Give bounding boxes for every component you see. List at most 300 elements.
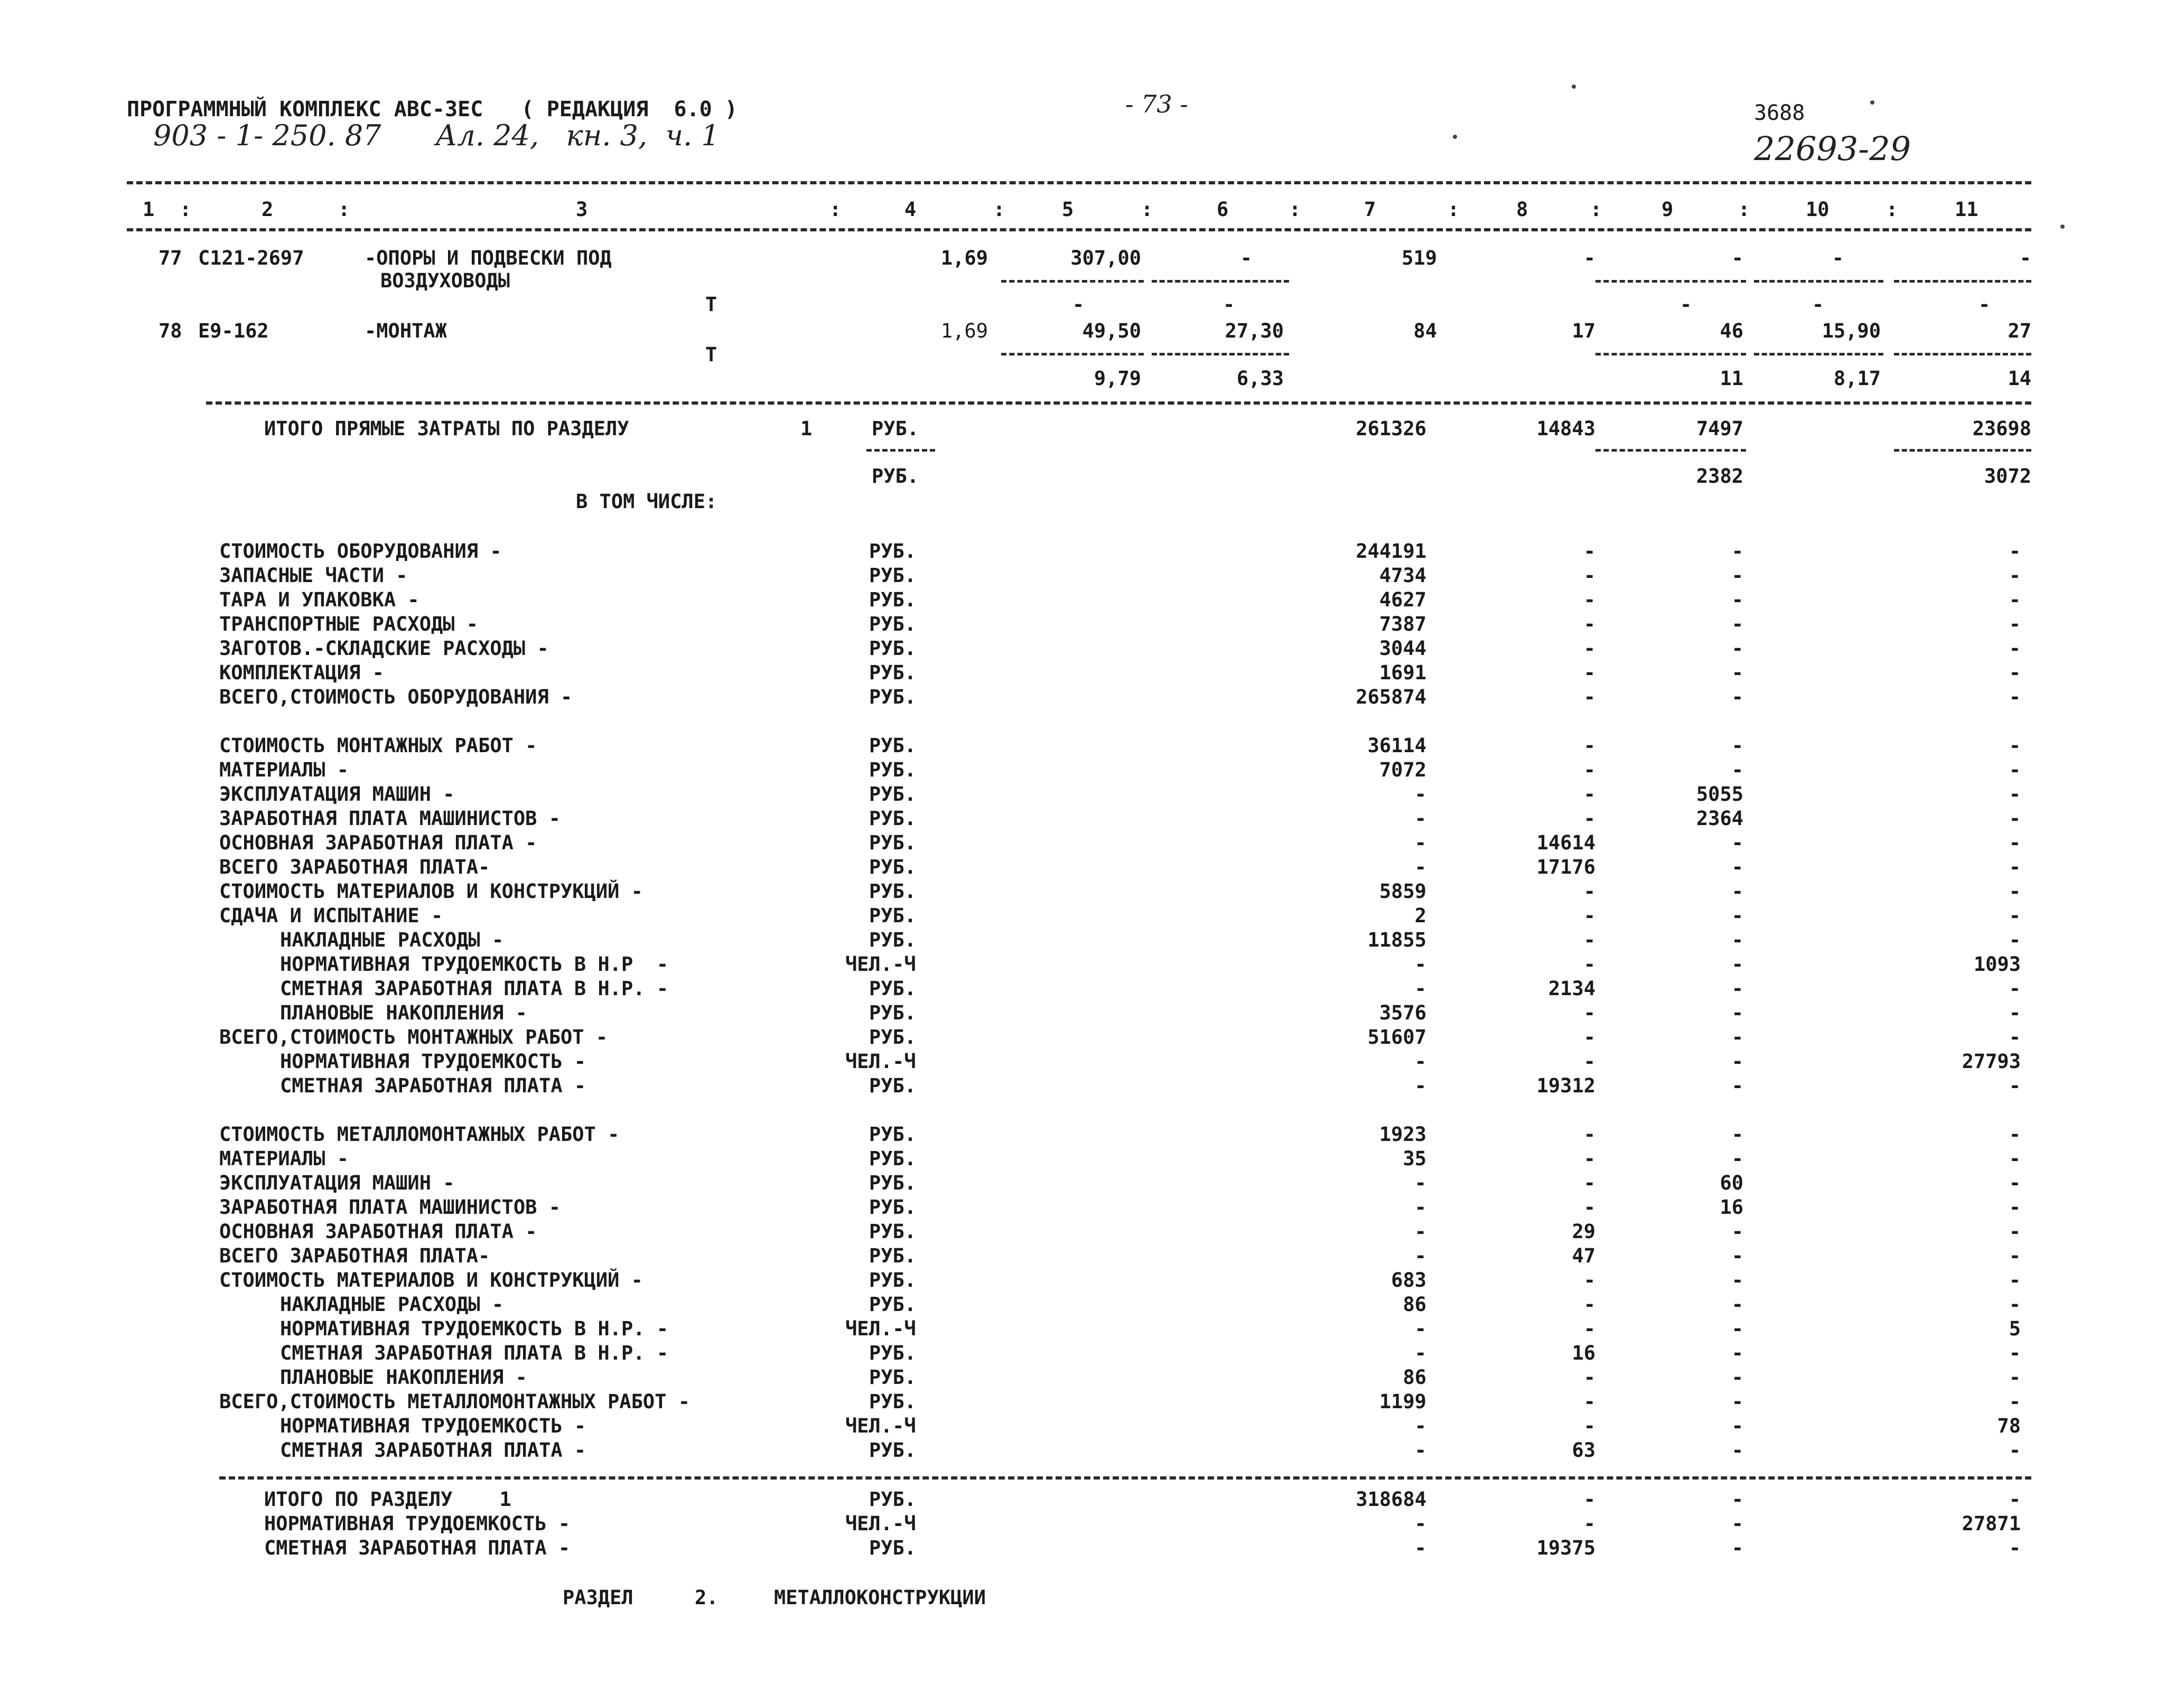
table-row (0, 1269, 2184, 1292)
t-c5: - (1072, 293, 1085, 316)
row-c8: - (1583, 1390, 1595, 1413)
row-c7: 244191 (1356, 540, 1426, 563)
row-c9: - (1731, 661, 1743, 684)
row-c9: - (1731, 613, 1743, 635)
row-label: ОСНОВНАЯ ЗАРАБОТНАЯ ПЛАТА - (219, 1220, 537, 1243)
row-c7: 683 (1391, 1269, 1426, 1291)
row-label: ЗАРАБОТНАЯ ПЛАТА МАШИНИСТОВ - (219, 807, 561, 830)
totals-c9: - (1731, 1537, 1743, 1559)
row-c11: - (2009, 1196, 2021, 1219)
row-c7: - (1414, 807, 1426, 830)
row-label: СМЕТНАЯ ЗАРАБОТНАЯ ПЛАТА В Н.Р. - (280, 1342, 669, 1364)
row-c8: - (1583, 734, 1595, 757)
row-c7: - (1414, 1439, 1426, 1462)
row-unit: РУБ. (869, 783, 917, 806)
table-row (0, 540, 2184, 563)
row-rule (1894, 280, 2031, 283)
totals-unit: РУБ. (869, 1537, 917, 1559)
row-c9: - (1731, 1147, 1743, 1170)
row-c9: - (1731, 540, 1743, 563)
summary-c11: 23698 (1972, 417, 2031, 440)
row-c7: - (1414, 1244, 1426, 1267)
row-c11: - (2009, 1123, 2021, 1146)
row-c11: - (2009, 1366, 2021, 1389)
totals-c9: - (1731, 1488, 1743, 1511)
row-label: НОРМАТИВНАЯ ТРУДОЕМКОСТЬ В Н.Р. - (280, 1317, 669, 1340)
scan-speck (2060, 224, 2065, 229)
col-header-4: 4 (904, 198, 917, 221)
row-label: СМЕТНАЯ ЗАРАБОТНАЯ ПЛАТА В Н.Р. - (280, 977, 669, 1000)
row-c7: 35 (1403, 1147, 1426, 1170)
row-unit: РУБ. (869, 588, 917, 611)
row-c9: - (1731, 856, 1743, 878)
totals-label: НОРМАТИВНАЯ ТРУДОЕМКОСТЬ - (264, 1512, 571, 1535)
header-bottom-rule (127, 228, 2031, 231)
item-c7: 84 (1413, 320, 1437, 342)
t-mark: Т (705, 343, 717, 366)
row-c9: - (1731, 1415, 1743, 1437)
t-mark: Т (705, 293, 717, 316)
row-unit: РУБ. (869, 1196, 917, 1219)
row-c11: - (2009, 1026, 2021, 1049)
handwritten-reference: 903 - 1- 250. 87 Ал. 24, кн. 3, ч. 1 (153, 119, 720, 152)
item-name: -МОНТАЖ (365, 320, 447, 342)
t-c9: - (1680, 293, 1692, 316)
row-c7: 7072 (1379, 759, 1426, 781)
row-c8: - (1583, 540, 1595, 563)
row-unit: РУБ. (869, 880, 917, 903)
table-row (0, 929, 2184, 952)
row-label: МАТЕРИАЛЫ - (219, 759, 349, 781)
row-c11: - (2009, 759, 2021, 781)
row-unit: ЧЕЛ.-Ч (845, 953, 916, 976)
row-label: СТОИМОСТЬ МАТЕРИАЛОВ И КОНСТРУКЦИЙ - (219, 880, 643, 903)
row-c7: 51607 (1367, 1026, 1426, 1049)
row-c11: 27793 (1962, 1050, 2021, 1073)
row-c9: - (1731, 1390, 1743, 1413)
row-c7: - (1414, 1415, 1426, 1437)
row-label: СМЕТНАЯ ЗАРАБОТНАЯ ПЛАТА - (280, 1074, 586, 1097)
row-c8: - (1583, 613, 1595, 635)
t-c11: - (1978, 293, 1991, 316)
row-c11: - (2009, 856, 2021, 878)
item-c7: 519 (1402, 247, 1437, 269)
t-c9: 11 (1720, 367, 1743, 390)
row-c8: - (1583, 1293, 1595, 1316)
document-number: 3688 (1754, 101, 1805, 125)
row-c8: 2134 (1548, 977, 1595, 1000)
totals-c8: - (1583, 1488, 1595, 1511)
row-c11: - (2009, 1390, 2021, 1413)
row-c8: - (1583, 1123, 1595, 1146)
row-label: ЗАРАБОТНАЯ ПЛАТА МАШИНИСТОВ - (219, 1196, 561, 1219)
row-c8: - (1583, 783, 1595, 806)
row-c8: 47 (1572, 1244, 1595, 1267)
table-row (0, 759, 2184, 782)
table-row (0, 1342, 2184, 1365)
table-row (0, 977, 2184, 1000)
table-row-t-mark (0, 343, 2184, 367)
row-rule (1001, 280, 1144, 283)
row-c8: - (1583, 1415, 1595, 1437)
row-c9: - (1731, 759, 1743, 781)
row-c7: - (1414, 1050, 1426, 1073)
summary-unit: РУБ. (872, 417, 919, 440)
row-unit: РУБ. (869, 564, 917, 587)
row-c9: - (1731, 686, 1743, 708)
totals-c7: 318684 (1356, 1488, 1426, 1511)
row-label: СДАЧА И ИСПЫТАНИЕ - (219, 904, 443, 927)
row-c9: - (1731, 1123, 1743, 1146)
row-c8: - (1583, 1001, 1595, 1024)
row-c8: - (1583, 1172, 1595, 1194)
row-c11: - (2009, 880, 2021, 903)
row-c7: - (1414, 856, 1426, 878)
row-c9: - (1731, 880, 1743, 903)
scan-speck (1870, 100, 1874, 105)
row-label: ТАРА И УПАКОВКА - (219, 588, 419, 611)
table-row (0, 1415, 2184, 1438)
row-c8: 29 (1572, 1220, 1595, 1243)
totals-c11: 27871 (1962, 1512, 2021, 1535)
totals-c8: 19375 (1536, 1537, 1595, 1559)
row-c11: - (2009, 807, 2021, 830)
row-c9: - (1731, 1001, 1743, 1024)
table-row (0, 564, 2184, 587)
row-c11: - (2009, 661, 2021, 684)
row-rule (1152, 280, 1289, 283)
totals-row (0, 1512, 2184, 1536)
totals-label: ИТОГО ПО РАЗДЕЛУ 1 (264, 1488, 511, 1511)
row-c7: 86 (1403, 1366, 1426, 1389)
item-code: Е9-162 (198, 320, 269, 342)
table-row (0, 1244, 2184, 1268)
item-c8: 17 (1572, 320, 1595, 342)
totals-c7: - (1414, 1512, 1426, 1535)
row-unit: РУБ. (869, 1439, 917, 1462)
row-label: МАТЕРИАЛЫ - (219, 1147, 349, 1170)
row-c11: - (2009, 564, 2021, 587)
t-c6: - (1223, 293, 1235, 316)
row-c11: - (2009, 977, 2021, 1000)
row-c8: 19312 (1536, 1074, 1595, 1097)
row-c7: - (1414, 1342, 1426, 1364)
row-c8: 14614 (1536, 831, 1595, 854)
item-c6: 27,30 (1225, 320, 1284, 342)
row-c9: - (1731, 1050, 1743, 1073)
row-c11: - (2009, 1439, 2021, 1462)
row-unit: РУБ. (869, 977, 917, 1000)
row-label: ОСНОВНАЯ ЗАРАБОТНАЯ ПЛАТА - (219, 831, 537, 854)
table-row (0, 1147, 2184, 1171)
table-row (0, 1293, 2184, 1316)
col-header-10: 10 (1806, 198, 1830, 221)
summary-c7: 261326 (1356, 417, 1426, 440)
row-c11: - (2009, 1074, 2021, 1097)
row-label: ВСЕГО,СТОИМОСТЬ МЕТАЛЛОМОНТАЖНЫХ РАБОТ - (219, 1390, 690, 1413)
row-label: СТОИМОСТЬ МОНТАЖНЫХ РАБОТ - (219, 734, 537, 757)
col-header-7: 7 (1364, 198, 1376, 221)
row-c11: 78 (1997, 1415, 2021, 1437)
program-title: ПРОГРАММНЫЙ КОМПЛЕКС АВС-ЗЕС ( РЕДАКЦИЯ 6.0 ) (127, 97, 738, 121)
table-row (0, 686, 2184, 709)
row-c8: - (1583, 1196, 1595, 1219)
totals-rule (219, 1476, 2031, 1480)
item-c11: - (2019, 247, 2031, 269)
row-c11: - (2009, 637, 2021, 660)
row-c9: - (1731, 1293, 1743, 1316)
section-rule (206, 401, 2031, 405)
row-unit: ЧЕЛ.-Ч (845, 1317, 916, 1340)
row-unit: РУБ. (869, 1293, 917, 1316)
next-section-row (0, 1586, 2184, 1609)
table-row (0, 1390, 2184, 1413)
table-row-t (0, 367, 2184, 390)
row-c8: - (1583, 564, 1595, 587)
row-label: СМЕТНАЯ ЗАРАБОТНАЯ ПЛАТА - (280, 1439, 586, 1462)
row-c9: - (1731, 1244, 1743, 1267)
totals-c11: - (2009, 1537, 2021, 1559)
row-label: ТРАНСПОРТНЫЕ РАСХОДЫ - (219, 613, 479, 635)
row-c7: 1923 (1379, 1123, 1426, 1146)
row-label: ЭКСПЛУАТАЦИЯ МАШИН - (219, 783, 455, 806)
row-c7: 4627 (1379, 588, 1426, 611)
table-row (0, 661, 2184, 685)
row-c9: 5055 (1696, 783, 1743, 806)
row-c11: - (2009, 831, 2021, 854)
item-c6: - (1240, 247, 1252, 269)
row-c9: 2364 (1696, 807, 1743, 830)
summary-row-2 (0, 465, 2184, 488)
item-c10: 15,90 (1822, 320, 1881, 342)
row-label: НАКЛАДНЫЕ РАСХОДЫ - (280, 1293, 504, 1316)
row-label: ЭКСПЛУАТАЦИЯ МАШИН - (219, 1172, 455, 1194)
t-c11: 14 (2008, 367, 2031, 390)
table-row (0, 856, 2184, 879)
row-label: КОМПЛЕКТАЦИЯ - (219, 661, 384, 684)
row-unit: РУБ. (869, 1244, 917, 1267)
row-c9: 60 (1720, 1172, 1743, 1194)
row-rule (1754, 280, 1883, 283)
row-unit: РУБ. (869, 904, 917, 927)
summary-row (0, 417, 2184, 441)
row-unit: РУБ. (869, 1026, 917, 1049)
row-c11: - (2009, 1293, 2021, 1316)
row-label: СТОИМОСТЬ МЕТАЛЛОМОНТАЖНЫХ РАБОТ - (219, 1123, 620, 1146)
row-c11: - (2009, 1269, 2021, 1291)
table-row (0, 1196, 2184, 1219)
table-row (0, 831, 2184, 855)
row-c11: 1093 (1973, 953, 2021, 976)
item-c8: - (1583, 247, 1595, 269)
row-c7: 7387 (1379, 613, 1426, 635)
row-c11: - (2009, 613, 2021, 635)
row-label: НОРМАТИВНАЯ ТРУДОЕМКОСТЬ - (280, 1050, 586, 1073)
item-qty: 1,69 (940, 320, 988, 342)
row-c7: 2 (1414, 904, 1426, 927)
row-unit: РУБ. (869, 1123, 917, 1146)
row-c11: - (2009, 1244, 2021, 1267)
item-c10: - (1832, 247, 1844, 269)
table-row (0, 588, 2184, 612)
row-c11: - (2009, 1001, 2021, 1024)
item-number: 78 (158, 320, 182, 342)
table-row (0, 904, 2184, 928)
summary-c9b: 2382 (1696, 465, 1743, 488)
totals-c11: - (2009, 1488, 2021, 1511)
row-c7: - (1414, 1196, 1426, 1219)
table-row (0, 1172, 2184, 1195)
table-row (0, 783, 2184, 806)
scan-speck (1453, 135, 1457, 139)
col-header-3: 3 (576, 198, 588, 221)
item-price: 307,00 (1070, 247, 1141, 269)
row-unit: РУБ. (869, 759, 917, 781)
row-c9: - (1731, 1366, 1743, 1389)
totals-unit: ЧЕЛ.-Ч (845, 1512, 916, 1535)
row-c7: 5859 (1379, 880, 1426, 903)
table-row (0, 1123, 2184, 1146)
table-row (0, 807, 2184, 830)
row-unit: РУБ. (869, 1269, 917, 1291)
row-unit: РУБ. (869, 540, 917, 563)
t-c5: 9,79 (1094, 367, 1141, 390)
item-name-continued: ВОЗДУХОВОДЫ (380, 269, 510, 292)
row-c7: 3044 (1379, 637, 1426, 660)
row-rule (1595, 280, 1746, 283)
row-c8: - (1583, 929, 1595, 951)
row-unit: РУБ. (869, 613, 917, 635)
table-row (0, 637, 2184, 660)
col-header-9: 9 (1662, 198, 1674, 221)
row-c9: - (1731, 904, 1743, 927)
row-c7: 1691 (1379, 661, 1426, 684)
row-label: ВСЕГО ЗАРАБОТНАЯ ПЛАТА- (219, 1244, 490, 1267)
summary-label: ИТОГО ПРЯМЫЕ ЗАТРАТЫ ПО РАЗДЕЛУ (264, 417, 629, 440)
table-row (0, 1074, 2184, 1098)
row-c8: - (1583, 759, 1595, 781)
row-unit: РУБ. (869, 807, 917, 830)
row-c8: - (1583, 686, 1595, 708)
row-c9: - (1731, 1026, 1743, 1049)
t-c10: - (1812, 293, 1824, 316)
row-label: ПЛАНОВЫЕ НАКОПЛЕНИЯ - (280, 1001, 527, 1024)
page-number: - 73 - (1125, 90, 1188, 118)
row-label: ВСЕГО ЗАРАБОТНАЯ ПЛАТА- (219, 856, 490, 878)
col-header-2: 2 (262, 198, 274, 221)
row-rule (1595, 449, 1746, 452)
row-label: ЗАПАСНЫЕ ЧАСТИ - (219, 564, 408, 587)
row-c11: - (2009, 1172, 2021, 1194)
row-unit: РУБ. (869, 1366, 917, 1389)
table-row (0, 1220, 2184, 1243)
row-c11: - (2009, 904, 2021, 927)
row-c9: - (1731, 637, 1743, 660)
row-label: ВСЕГО,СТОИМОСТЬ МОНТАЖНЫХ РАБОТ - (219, 1026, 608, 1049)
row-unit: РУБ. (869, 1074, 917, 1097)
row-c8: - (1583, 637, 1595, 660)
totals-c8: - (1583, 1512, 1595, 1535)
row-label: НАКЛАДНЫЕ РАСХОДЫ - (280, 929, 504, 951)
summary-unit-2: РУБ. (872, 465, 919, 488)
row-c9: - (1731, 734, 1743, 757)
row-c9: - (1731, 1317, 1743, 1340)
table-row (0, 1317, 2184, 1341)
section-label: РАЗДЕЛ (563, 1586, 633, 1609)
row-c9: - (1731, 977, 1743, 1000)
table-row (0, 320, 2184, 343)
row-c8: - (1583, 661, 1595, 684)
including-row (0, 490, 2184, 513)
item-c11: 27 (2008, 320, 2031, 342)
section-number: 2. (695, 1586, 718, 1609)
column-header-row: 1 : 2 : 3 : 4 : 5 : 6 : 7 : 8 : 9 : 10 : 11 (143, 198, 1978, 221)
row-label: ЗАГОТОВ.-СКЛАДСКИЕ РАСХОДЫ - (219, 637, 549, 660)
row-unit: РУБ. (869, 1172, 917, 1194)
summary-section: 1 (800, 417, 813, 440)
summary-c9: 7497 (1696, 417, 1743, 440)
row-c8: 16 (1572, 1342, 1595, 1364)
section-title: МЕТАЛЛОКОНСТРУКЦИИ (774, 1586, 986, 1609)
row-label: ПЛАНОВЫЕ НАКОПЛЕНИЯ - (280, 1366, 527, 1389)
row-c7: 265874 (1356, 686, 1426, 708)
row-c7: 4734 (1379, 564, 1426, 587)
row-c9: - (1731, 564, 1743, 587)
row-c11: - (2009, 929, 2021, 951)
row-unit: РУБ. (869, 1390, 917, 1413)
row-c8: - (1583, 1269, 1595, 1291)
row-rule (866, 449, 935, 452)
table-row (0, 734, 2184, 757)
handwritten-code: 22693-29 (1754, 129, 1911, 168)
item-price: 49,50 (1082, 320, 1141, 342)
row-label: НОРМАТИВНАЯ ТРУДОЕМКОСТЬ - (280, 1415, 586, 1437)
item-c9: 46 (1720, 320, 1743, 342)
row-c9: - (1731, 1220, 1743, 1243)
totals-c9: - (1731, 1512, 1743, 1535)
row-c11: - (2009, 540, 2021, 563)
row-unit: РУБ. (869, 1220, 917, 1243)
scan-speck (1572, 85, 1576, 89)
table-row (0, 880, 2184, 903)
table-row (0, 953, 2184, 976)
row-c7: - (1414, 831, 1426, 854)
row-unit: РУБ. (869, 637, 917, 660)
row-c8: - (1583, 588, 1595, 611)
row-c9: 16 (1720, 1196, 1743, 1219)
item-c9: - (1731, 247, 1743, 269)
row-unit: ЧЕЛ.-Ч (845, 1050, 916, 1073)
row-c9: - (1731, 831, 1743, 854)
header-top-rule (127, 181, 2031, 184)
row-c8: - (1583, 1050, 1595, 1073)
row-c9: - (1731, 1269, 1743, 1291)
row-c8: - (1583, 953, 1595, 976)
item-code: С121-2697 (198, 247, 304, 269)
row-rule (1894, 449, 2031, 452)
row-c7: - (1414, 1317, 1426, 1340)
row-c7: 3576 (1379, 1001, 1426, 1024)
col-header-11: 11 (1955, 198, 1978, 221)
t-c10: 8,17 (1833, 367, 1881, 390)
col-header-8: 8 (1516, 198, 1528, 221)
row-unit: РУБ. (869, 1001, 917, 1024)
row-unit: РУБ. (869, 831, 917, 854)
row-c9: - (1731, 1342, 1743, 1364)
row-unit: РУБ. (869, 1342, 917, 1364)
row-unit: РУБ. (869, 856, 917, 878)
including-label: В ТОМ ЧИСЛЕ: (576, 490, 717, 513)
